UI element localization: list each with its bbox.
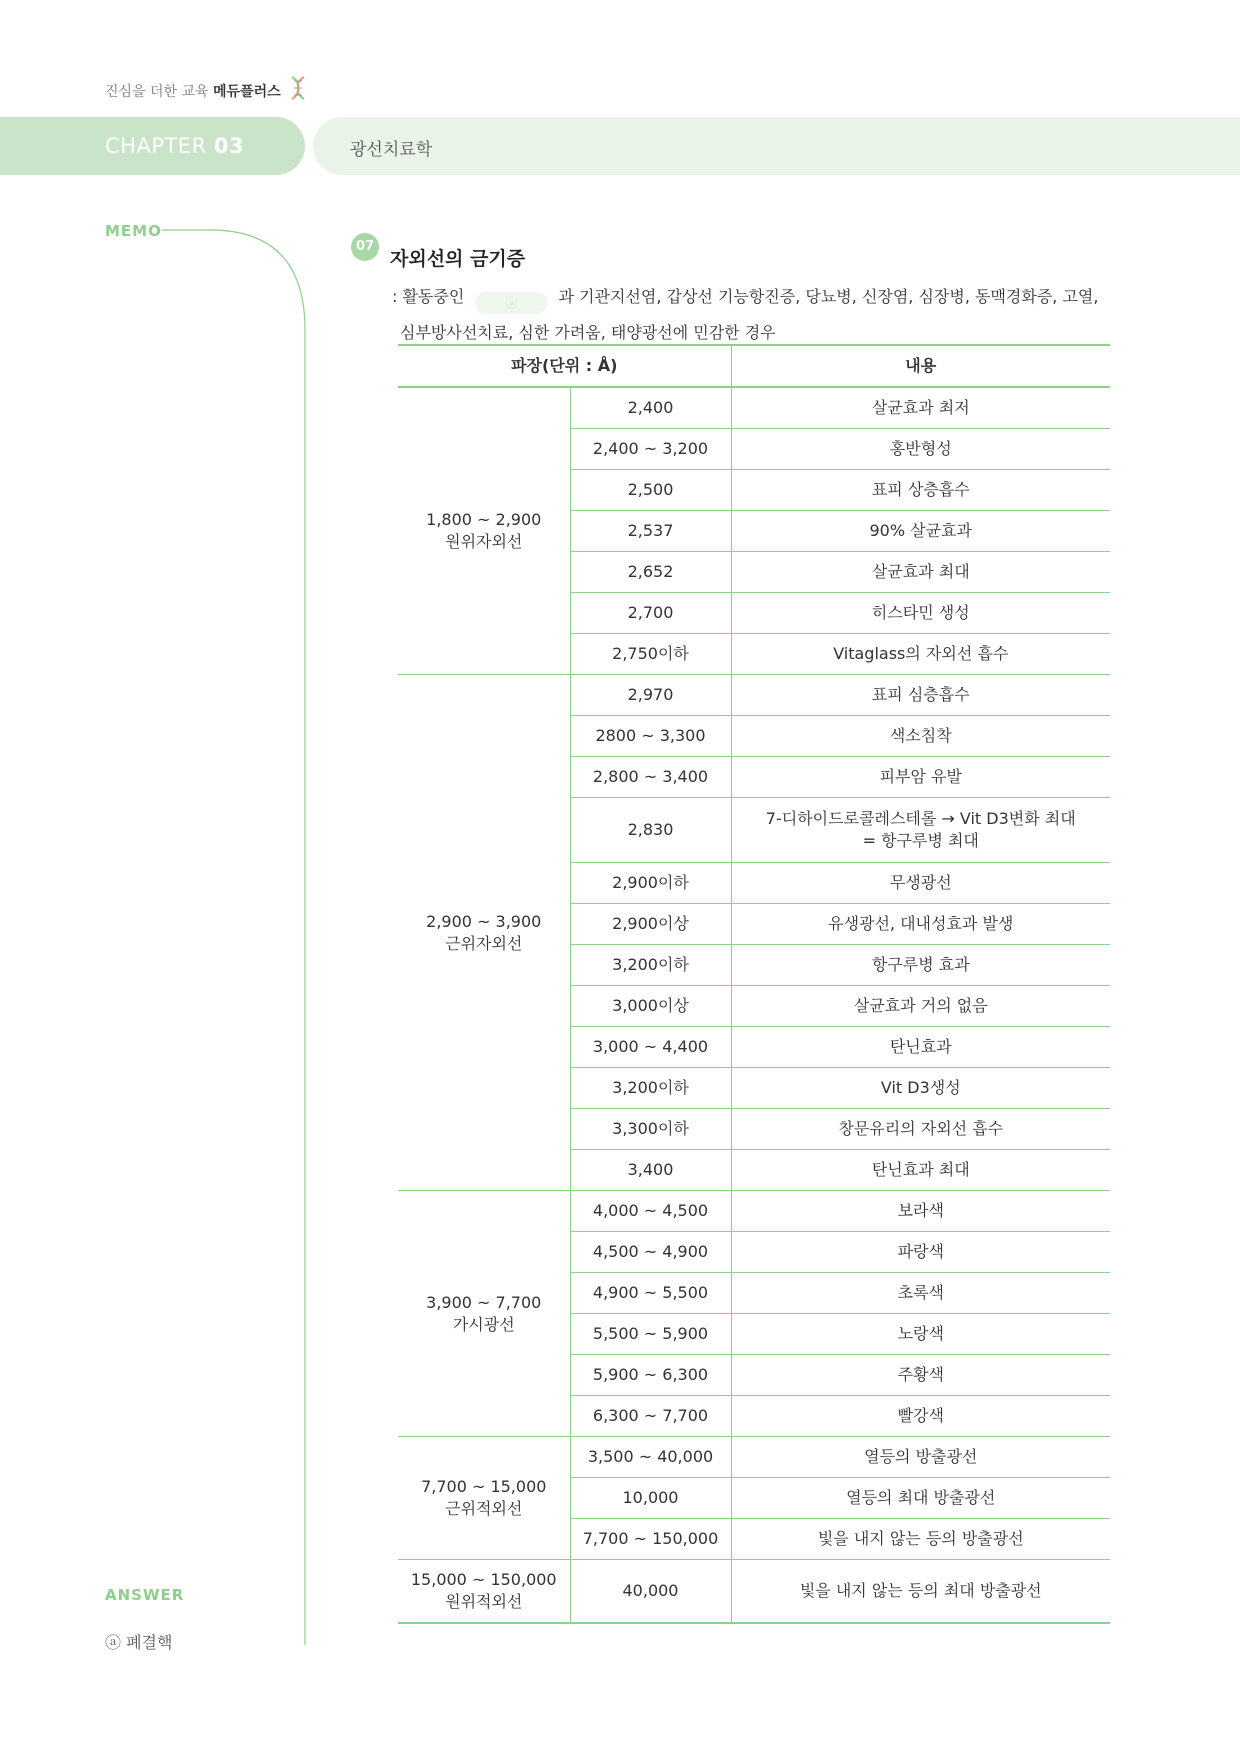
header-wavelength: 파장(단위 : Å) (398, 345, 731, 387)
table-row (398, 387, 1110, 429)
content-line: 색소침착 (889, 726, 952, 746)
memo-label: MEMO (105, 222, 162, 240)
band-name: 근위적외선 (445, 1499, 523, 1518)
content-cell (731, 798, 1110, 863)
wavelength-cell: 3,000이상 (570, 986, 731, 1027)
content-cell (731, 716, 1110, 757)
content-line: 빛을 내지 않는 등의 최대 방출광선 (799, 1581, 1042, 1601)
section-description-line2: 심부방사선치료, 심한 가려움, 태양광선에 민감한 경우 (400, 323, 776, 342)
wavelength-cell: 6,300 ~ 7,700 (570, 1396, 731, 1437)
content-cell (731, 1027, 1110, 1068)
content-line: 7-디하이드로콜레스테롤 → Vit D3변화 최대 (765, 809, 1076, 829)
wavelength-cell: 3,200이하 (570, 1068, 731, 1109)
brand-name: 메듀플러스 (213, 84, 281, 100)
content-cell (731, 634, 1110, 675)
wavelength-cell: 2,652 (570, 552, 731, 593)
content-line: 피부암 유발 (879, 767, 962, 787)
wavelength-cell: 2,900이상 (570, 904, 731, 945)
wavelength-cell: 2,500 (570, 470, 731, 511)
content-line: 살균효과 거의 없음 (853, 996, 988, 1016)
content-cell (731, 511, 1110, 552)
table-body (398, 387, 1110, 1623)
content-line: 홍반형성 (889, 439, 952, 459)
band-cell (398, 1191, 570, 1437)
band-range: 7,700 ~ 15,000 (421, 1477, 547, 1497)
band-name: 원위자외선 (445, 532, 523, 551)
memo-divider-line (0, 0, 320, 1660)
band-name: 가시광선 (452, 1314, 515, 1334)
content-cell (731, 1437, 1110, 1478)
content-line: 히스타민 생성 (871, 603, 970, 623)
wavelength-cell: 2,900이하 (570, 863, 731, 904)
section-description (392, 284, 1098, 314)
content-cell (731, 1478, 1110, 1519)
band-range: 1,800 ~ 2,900 (426, 510, 542, 530)
table-row (398, 1560, 1110, 1624)
content-cell (731, 757, 1110, 798)
wavelength-cell: 2,700 (570, 593, 731, 634)
band-range: 2,900 ~ 3,900 (426, 911, 542, 931)
content-line: 탄닌효과 (889, 1037, 952, 1057)
content-line: 열등의 방출광선 (864, 1447, 978, 1467)
table-row (398, 1191, 1110, 1232)
band-cell (398, 1560, 570, 1624)
content-line: 90% 살균효과 (869, 521, 972, 541)
content-cell (731, 1109, 1110, 1150)
content-cell (731, 1314, 1110, 1355)
content-cell (731, 552, 1110, 593)
content-cell (731, 429, 1110, 470)
content-cell (731, 1519, 1110, 1560)
content-line: 무생광선 (889, 873, 952, 893)
content-line: 살균효과 최대 (871, 562, 970, 582)
content-line: 항구루병 효과 (871, 955, 970, 975)
answer-value: ⓐ 폐결핵 (105, 1633, 173, 1652)
content-line: Vitaglass의 자외선 흡수 (833, 644, 1009, 664)
wavelength-cell: 4,900 ~ 5,500 (570, 1273, 731, 1314)
section-number-badge: 07 (351, 233, 379, 261)
wavelength-cell: 2800 ~ 3,300 (570, 716, 731, 757)
content-cell (731, 1150, 1110, 1191)
content-cell (731, 945, 1110, 986)
band-name: 근위자외선 (445, 933, 523, 953)
wavelength-cell: 3,400 (570, 1150, 731, 1191)
wavelength-cell: 3,200이하 (570, 945, 731, 986)
content-line: Vit D3생성 (880, 1078, 961, 1098)
wavelength-cell: 4,000 ~ 4,500 (570, 1191, 731, 1232)
content-line: 빨강색 (897, 1406, 944, 1426)
wavelength-cell: 2,970 (570, 675, 731, 716)
chapter-word: CHAPTER (105, 134, 207, 158)
chapter-number: 03 (213, 134, 245, 158)
table-header-row (398, 345, 1110, 387)
content-cell (731, 675, 1110, 716)
content-cell (731, 1232, 1110, 1273)
band-name: 원위적외선 (445, 1592, 523, 1611)
content-cell (731, 1355, 1110, 1396)
table-row (398, 1437, 1110, 1478)
desc-after-blank: 과 기관지선염, 갑상선 기능항진증, 당뇨병, 신장염, 심장병, 동맥경화증, 고열, (558, 287, 1099, 306)
content-cell (731, 1560, 1110, 1624)
content-cell (731, 470, 1110, 511)
wavelength-cell: 40,000 (570, 1560, 731, 1624)
content-cell (731, 593, 1110, 634)
content-cell (731, 904, 1110, 945)
wavelength-table (398, 344, 1110, 1624)
answer-label: ANSWER (105, 1586, 185, 1604)
band-range: 15,000 ~ 150,000 (410, 1570, 557, 1590)
content-line: 탄닌효과 최대 (871, 1160, 970, 1180)
content-line: 표피 상층흡수 (871, 480, 970, 500)
wavelength-cell: 3,000 ~ 4,400 (570, 1027, 731, 1068)
brand-prefix: 진심을 더한 교육 (105, 84, 209, 100)
header-content: 내용 (731, 345, 1110, 387)
content-line: 살균효과 최저 (871, 398, 970, 418)
desc-before-blank: : 활동중인 (392, 287, 465, 306)
wavelength-cell: 2,400 ~ 3,200 (570, 429, 731, 470)
content-line: 주황색 (897, 1365, 944, 1385)
wavelength-cell: 2,537 (570, 511, 731, 552)
section-title: 자외선의 금기증 (390, 248, 526, 270)
wavelength-cell: 2,750이하 (570, 634, 731, 675)
wavelength-cell: 10,000 (570, 1478, 731, 1519)
wavelength-cell: 3,500 ~ 40,000 (570, 1437, 731, 1478)
content-line: 노랑색 (897, 1324, 944, 1344)
content-cell (731, 387, 1110, 429)
wavelength-cell: 3,300이하 (570, 1109, 731, 1150)
answer-blank: ⓐ (475, 292, 547, 314)
subject-title: 광선치료학 (350, 140, 433, 160)
band-cell (398, 387, 570, 675)
wavelength-cell: 2,830 (570, 798, 731, 863)
subject-banner (313, 117, 1240, 175)
content-line: 빛을 내지 않는 등의 방출광선 (817, 1529, 1024, 1549)
content-cell (731, 1191, 1110, 1232)
content-line: = 항구루병 최대 (862, 831, 979, 850)
content-line: 보라색 (897, 1201, 944, 1221)
band-range: 3,900 ~ 7,700 (426, 1292, 542, 1312)
content-line: 창문유리의 자외선 흡수 (838, 1119, 1004, 1139)
content-line: 열등의 최대 방출광선 (846, 1488, 996, 1508)
table-row (398, 675, 1110, 716)
wavelength-cell: 2,400 (570, 387, 731, 429)
content-cell (731, 863, 1110, 904)
content-line: 표피 심층흡수 (871, 685, 970, 705)
content-cell (731, 1273, 1110, 1314)
band-cell (398, 675, 570, 1191)
content-line: 유생광선, 대내성효과 발생 (828, 914, 1014, 934)
content-cell (731, 1396, 1110, 1437)
content-cell (731, 986, 1110, 1027)
content-cell (731, 1068, 1110, 1109)
content-line: 파랑색 (897, 1242, 944, 1262)
wavelength-cell: 7,700 ~ 150,000 (570, 1519, 731, 1560)
wavelength-cell: 5,500 ~ 5,900 (570, 1314, 731, 1355)
band-cell (398, 1437, 570, 1560)
wavelength-cell: 2,800 ~ 3,400 (570, 757, 731, 798)
content-line: 초록색 (897, 1283, 944, 1303)
wavelength-cell: 5,900 ~ 6,300 (570, 1355, 731, 1396)
wavelength-cell: 4,500 ~ 4,900 (570, 1232, 731, 1273)
